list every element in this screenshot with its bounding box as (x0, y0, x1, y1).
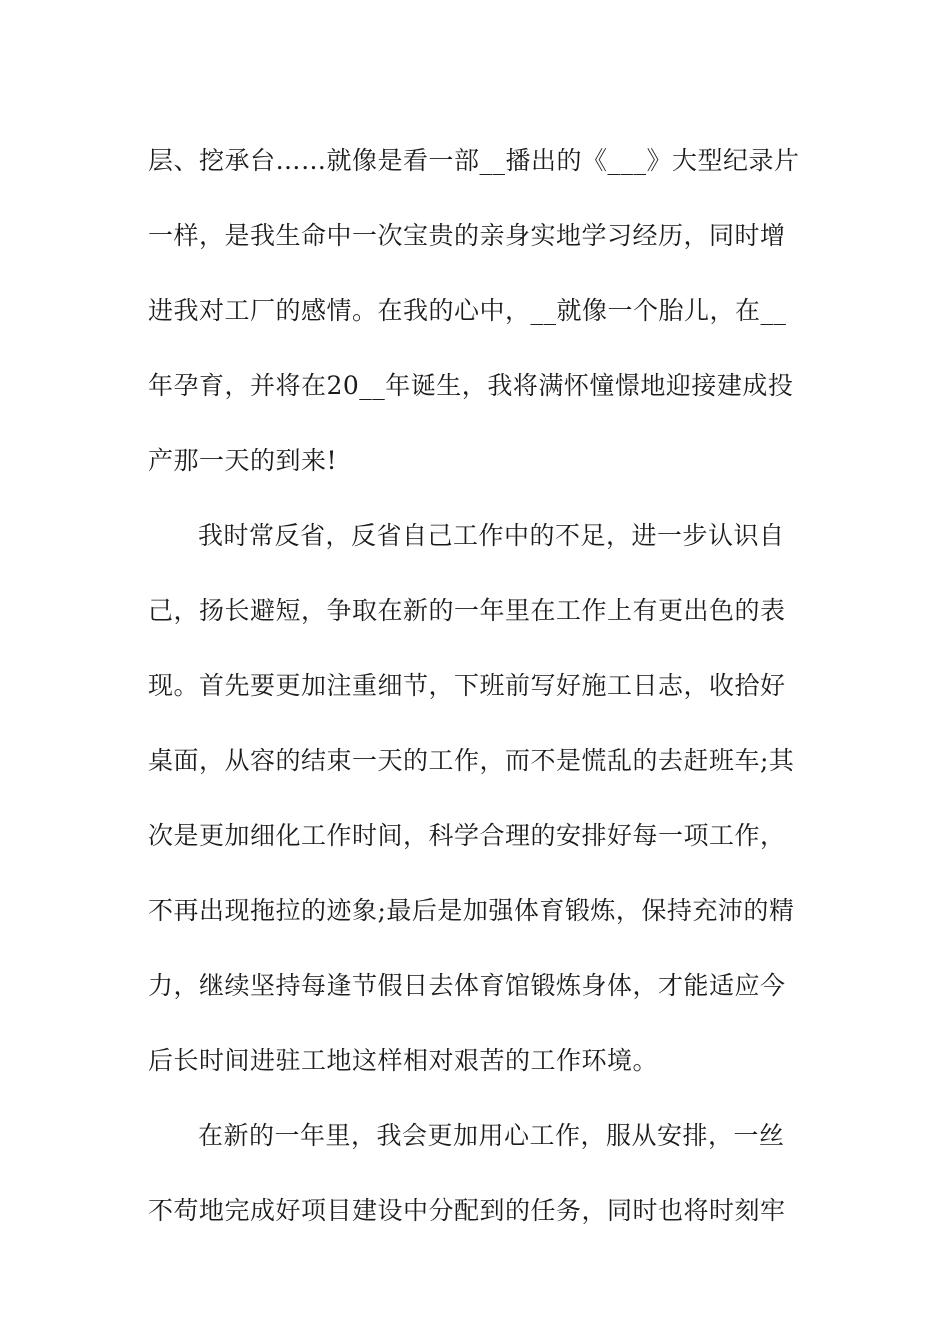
text-line: 现。首先要更加注重细节，下班前写好施工日志，收拾好 (148, 671, 786, 700)
text-line: 不再出现拖拉的迹象;最后是加强体育锻炼，保持充沛的精 (148, 896, 795, 925)
paragraph-2 (148, 513, 808, 1113)
text-line: 后长时间进驻工地这样相对艰苦的工作环境。 (148, 1046, 659, 1075)
text-line: 进我对工厂的感情。在我的心中，__就像一个胎儿，在__ (148, 296, 787, 325)
paragraph-3 (148, 1113, 808, 1263)
text-line: 不苟地完成好项目建设中分配到的任务，同时也将时刻牢 (148, 1196, 786, 1225)
text-line: 一样，是我生命中一次宝贵的亲身实地学习经历，同时增 (148, 221, 786, 250)
document-body (148, 138, 808, 1263)
text-line: 我时常反省，反省自己工作中的不足，进一步认识自 (198, 521, 785, 550)
text-line: 层、挖承台……就像是看一部__播出的《___》大型纪录片 (148, 146, 800, 175)
text-line: 次是更加细化工作时间，科学合理的安排好每一项工作， (148, 821, 786, 850)
paragraph-1 (148, 138, 808, 513)
text-line: 己，扬长避短，争取在新的一年里在工作上有更出色的表 (148, 596, 786, 625)
text-line: 在新的一年里，我会更加用心工作，服从安排，一丝 (198, 1121, 785, 1150)
text-line: 年孕育，并将在20__年诞生，我将满怀憧憬地迎接建成投 (148, 371, 794, 400)
text-line: 桌面，从容的结束一天的工作，而不是慌乱的去赶班车;其 (148, 746, 795, 775)
text-line: 力，继续坚持每逢节假日去体育馆锻炼身体，才能适应今 (148, 971, 786, 1000)
text-line: 产那一天的到来! (148, 446, 338, 475)
